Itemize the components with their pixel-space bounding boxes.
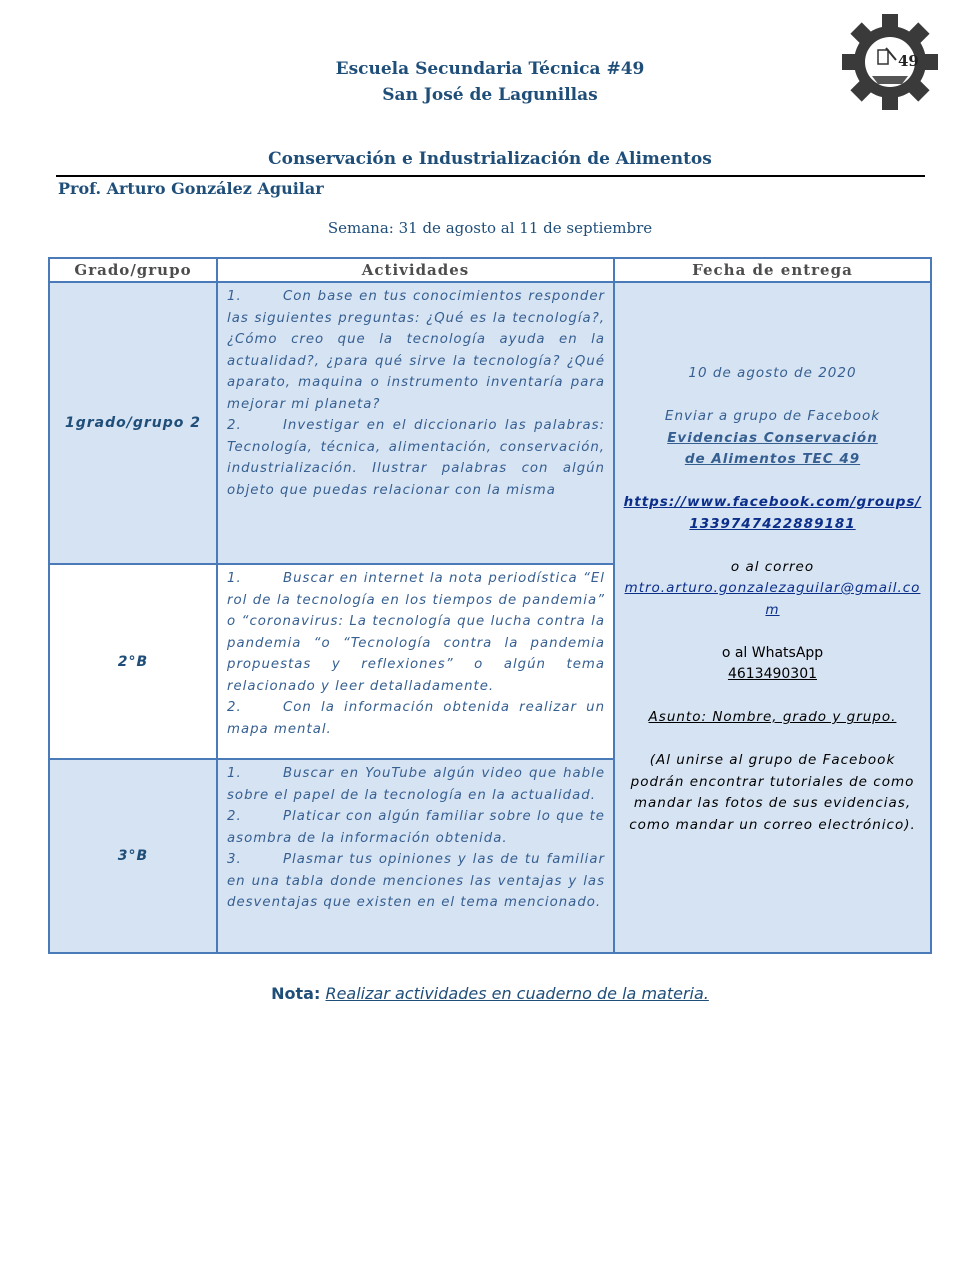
subject-line: Asunto: Nombre, grado y grupo. [648,709,897,725]
activities-cell [218,760,615,952]
teacher-name: Prof. Arturo González Aguilar [58,179,324,198]
activity-item: 2. Con la información obtenida realizar un mapa mental. [227,700,605,737]
email-intro: o al correo [730,558,815,575]
activity-item: 1. Buscar en YouTube algún video que hable sobre el papel de la tecnología en la actualidad. [227,766,605,803]
grade-cell [50,283,218,565]
email-link[interactable]: mtro.arturo.gonzalezaguilar@gmail.com [624,580,921,618]
activities-cell [218,283,615,565]
note-text: Realizar actividades en cuaderno de la materia. [325,984,709,1003]
logo-number: 49 [898,52,919,70]
whatsapp-intro: o al WhatsApp [721,644,824,661]
footer-note [0,984,980,1003]
grade-label: 2°B [117,653,149,670]
facebook-group-link[interactable]: https://www.facebook.com/groups/1339747422889181 [623,494,922,532]
column-header-delivery: Fecha de entrega [615,259,930,283]
column-header-activities: Actividades [218,259,615,283]
school-name: Escuela Secundaria Técnica #49 [335,59,645,79]
subject-title: Conservación e Industrialización de Alimentos [268,149,712,169]
school-logo-gear-icon [842,14,938,110]
activity-item: 2. Investigar en el diccionario las palabras: Tecnología, técnica, alimentación, conservación, industrialización. Ilustrar palabras con algún objeto que puedas relacionar con la misma [227,418,605,498]
activity-item: 1. Con base en tus conocimientos responder las siguientes preguntas: ¿Qué es la tecnología?, ¿Cómo creo que la tecnología ayuda en la actualidad?, ¿para qué sirve la tecnología? ¿Qué aparato, maquina o instrumento inventaría para mejorar mi planeta? [227,289,605,412]
facebook-group-name[interactable]: Evidencias Conservación de Alimentos TEC 49 [667,429,878,467]
grade-label: 3°B [117,848,149,864]
send-instruction: Enviar a grupo de Facebook [664,408,881,424]
activities-cell [218,565,615,760]
grade-cell [50,565,218,760]
delivery-cell [615,283,930,952]
title-divider [56,175,925,177]
whatsapp-number[interactable]: 4613490301 [727,666,818,682]
activities-table [48,257,932,954]
delivery-date: 10 de agosto de 2020 [688,365,857,381]
note-label: Nota: [271,984,321,1003]
column-header-grade: Grado/grupo [50,259,218,283]
week-range: Semana: 31 de agosto al 11 de septiembre [327,219,653,237]
facebook-note: (Al unirse al grupo de Facebook podrán encontrar tutoriales de como mandar las fotos de sus evidencias, como mandar un correo electrónico). [629,752,916,833]
activity-item: 1. Buscar en internet la nota periodística “El rol de la tecnología en los tiempos de pandemia” o “coronavirus: La tecnología que lucha contra la pandemia “o “Tecnología contra la pandemia propuestas y reflexiones” o algún tema relacionado y leer detalladamente. [227,571,605,694]
grade-cell [50,760,218,952]
school-town: San José de Lagunillas [382,85,598,105]
activity-item: 2. Platicar con algún familiar sobre lo que te asombra de la información obtenida. [227,809,605,846]
activity-item: 3. Plasmar tus opiniones y las de tu familiar en una tabla donde menciones las ventajas y las desventajas que existen en el tema mencionado. [227,852,605,910]
grade-label: 1grado/grupo 2 [64,415,201,431]
